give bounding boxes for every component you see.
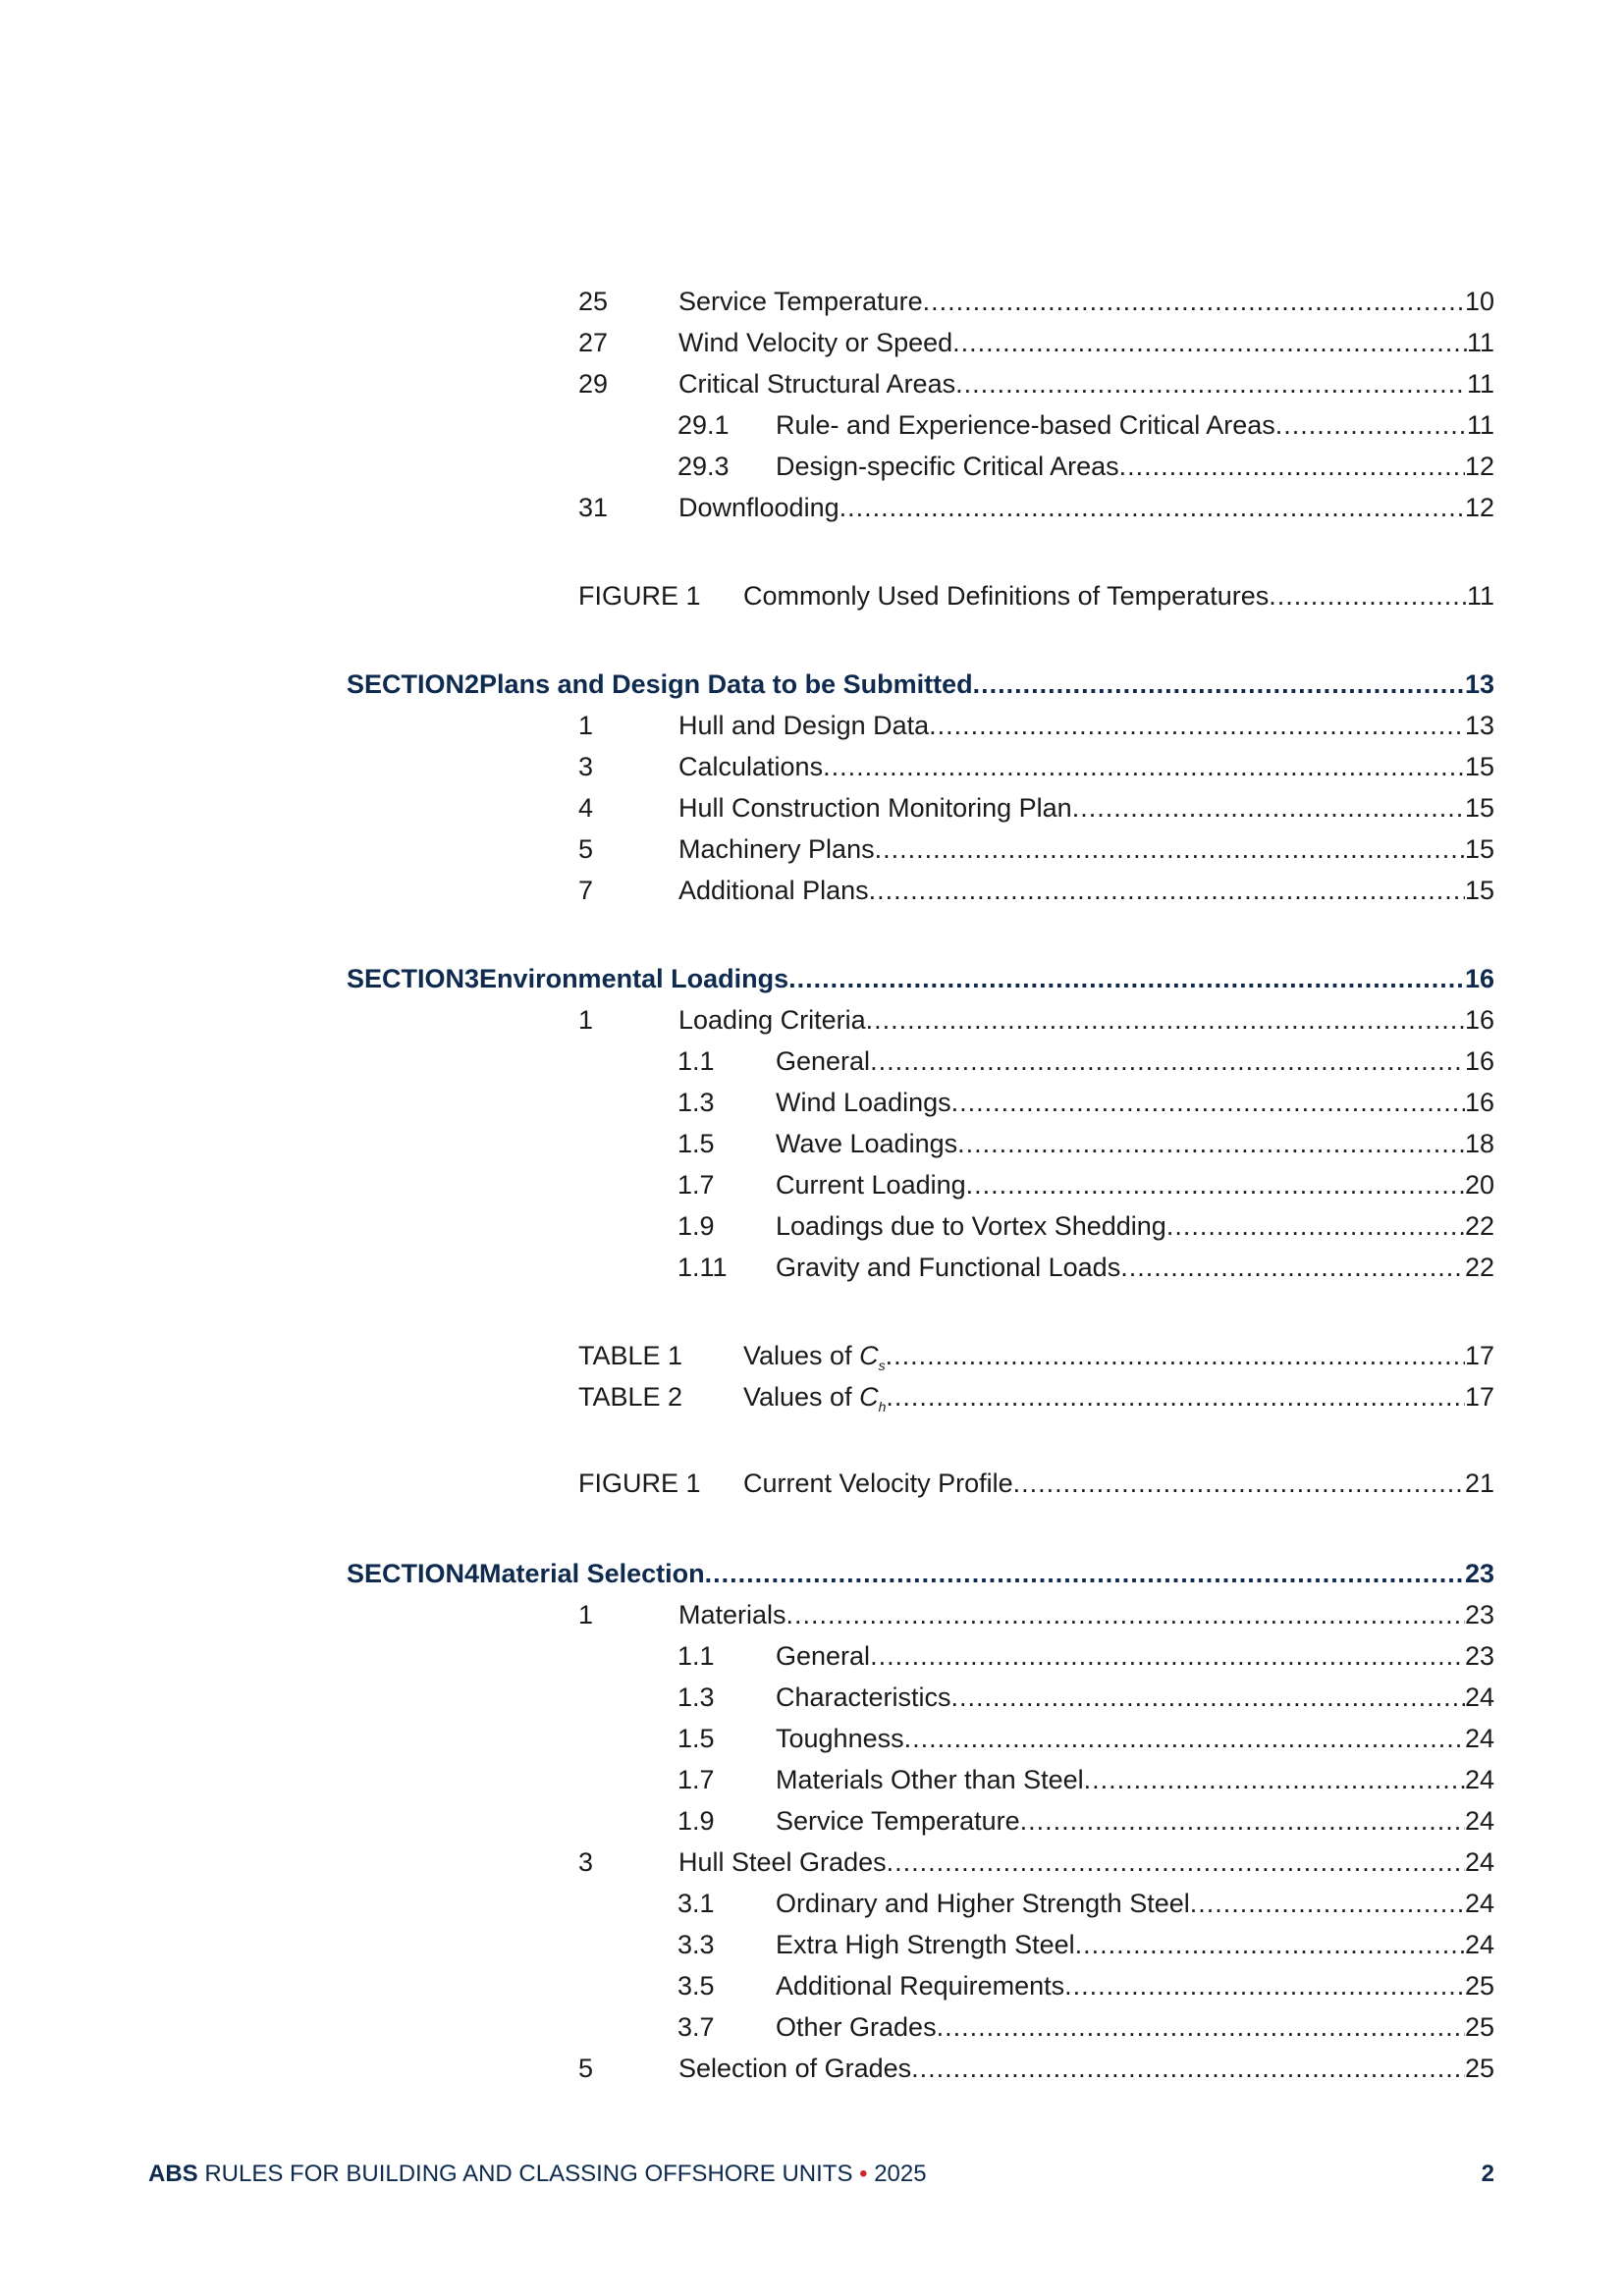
toc-entry-title: Selection of Grades [678,2054,912,2083]
toc-entry-title: Service Temperature [678,287,923,316]
toc-entry[interactable] [578,2048,1494,2089]
toc-entry-title: Ordinary and Higher Strength Steel [776,1889,1190,1918]
toc-entry-page: 22 [1464,1253,1494,1282]
dot-leader [1072,787,1465,828]
toc-entry-page: 10 [1464,287,1494,316]
toc-entry-page: 15 [1464,876,1494,905]
dot-leader [823,746,1465,787]
toc-entry-title: Loading Criteria [678,1005,866,1035]
dot-leader [1275,404,1467,446]
dot-leader [923,281,1465,322]
toc-entry-title: Other Grades [776,2012,937,2042]
toc-entry-number: 1.5 [677,1129,715,1158]
toc-entry-number: 1.3 [677,1682,715,1712]
toc-entry-title: Service Temperature [776,1806,1020,1836]
footer-bullet: • [859,2161,868,2187]
toc-subentry[interactable] [677,1924,1494,1965]
toc-entry-number: 3.7 [677,2012,715,2042]
toc-entry[interactable] [578,787,1494,828]
toc-table-2[interactable] [578,1376,1494,1427]
toc-entry-title: Wind Velocity or Speed [678,328,953,357]
dot-leader [1269,575,1467,616]
dot-leader [705,1553,1465,1594]
section-label: SECTION [347,1559,465,1588]
toc-entry-page: 24 [1464,1765,1494,1794]
dot-leader [1119,446,1465,487]
section-label: SECTION [347,669,465,699]
toc-entry-title: Additional Plans [678,876,869,905]
toc-entry-page: 11 [1466,328,1494,357]
dot-leader [951,1082,1465,1123]
footer-title [148,2161,927,2188]
toc-entry-number: 1.9 [677,1211,715,1241]
dot-leader [957,1123,1465,1164]
toc-entry-title: Toughness [776,1724,904,1753]
figure-title: Commonly Used Definitions of Temperatures [743,581,1270,611]
toc-entry-number: 1.3 [677,1088,715,1117]
section-4-heading[interactable] [347,1553,1494,1594]
dot-leader [1075,1924,1465,1965]
dot-leader [866,999,1465,1041]
toc-entry-31[interactable] [578,487,1494,528]
section-number: 2 [464,669,480,699]
toc-entry-number: 3.3 [677,1930,715,1959]
toc-entry-page: 25 [1464,2012,1494,2042]
dot-leader [966,1164,1465,1205]
section-number: 3 [464,964,480,993]
toc-entry-page: 24 [1464,1847,1494,1877]
dot-leader [886,1335,1465,1376]
page-footer [148,2161,1494,2188]
toc-entry-number: 3.1 [677,1889,715,1918]
toc-subentry[interactable] [677,1247,1494,1288]
section-page: 13 [1464,669,1494,699]
dot-leader [1064,1965,1465,2006]
toc-subentry[interactable] [677,2006,1494,2048]
toc-entry-title: Wave Loadings [776,1129,958,1158]
toc-entry-number: 7 [578,876,594,905]
figure-page: 21 [1464,1468,1494,1498]
toc-entry[interactable] [578,999,1494,1041]
dot-leader [1013,1463,1465,1504]
toc-entry-number: 29 [578,369,609,399]
toc-entry-page: 15 [1464,752,1494,781]
section-title: Material Selection [479,1559,705,1588]
toc-subentry[interactable] [677,1677,1494,1718]
toc-entry-number: 1.7 [677,1170,715,1200]
toc-entry-title: Gravity and Functional Loads [776,1253,1121,1282]
toc-entry-number: 1 [578,711,594,740]
toc-entry-number: 27 [578,328,609,357]
toc-entry-page: 16 [1464,1088,1494,1117]
toc-entry[interactable] [578,746,1494,787]
dot-leader [875,828,1465,870]
toc-entry-number: 29.3 [677,452,730,481]
toc-entry-page: 24 [1464,1930,1494,1959]
table-title: Values of $C_h$ [743,1382,887,1415]
toc-entry-29-1[interactable] [677,404,1494,446]
toc-entry-title: General [776,1641,871,1671]
toc-entry-number: 3 [578,752,594,781]
toc-entry-number: 1 [578,1005,594,1035]
toc-entry-page: 12 [1464,452,1494,481]
toc-subentry[interactable] [677,1205,1494,1247]
toc-entry-page: 11 [1466,410,1494,440]
toc-entry-title: Hull Construction Monitoring Plan [678,793,1072,823]
section-page: 16 [1464,964,1494,993]
toc-entry-title: Downflooding [678,493,839,522]
toc-entry-25[interactable] [578,281,1494,322]
toc-entry-number: 31 [578,493,609,522]
dot-leader [951,1677,1465,1718]
toc-entry-title: Hull Steel Grades [678,1847,887,1877]
toc-entry[interactable] [578,705,1494,746]
toc-entry[interactable] [578,828,1494,870]
toc-subentry[interactable] [677,1164,1494,1205]
dot-leader [955,363,1467,404]
toc-entry-title: Materials Other than Steel [776,1765,1084,1794]
toc-entry-number: 3.5 [677,1971,715,2001]
toc-entry-title: Materials [678,1600,786,1629]
figure-title: Current Velocity Profile [743,1468,1013,1498]
toc-entry-title: Current Loading [776,1170,966,1200]
toc-subentry[interactable] [677,1123,1494,1164]
toc-entry-title: Machinery Plans [678,834,875,864]
table-label: TABLE 1 [578,1341,683,1370]
toc-entry-number: 1.5 [677,1724,715,1753]
toc-entry-29[interactable] [578,363,1494,404]
dot-leader [937,2006,1465,2048]
toc-entry-title: Hull and Design Data [678,711,930,740]
toc-entry-number: 1.1 [677,1046,715,1076]
footer-brand: ABS [148,2161,198,2187]
toc-entry-title: General [776,1046,871,1076]
section-2-heading[interactable] [347,664,1494,705]
toc-entry-number: 1.11 [677,1253,728,1282]
toc-entry-title: Design-specific Critical Areas [776,452,1119,481]
dot-leader [869,870,1465,911]
section-page: 23 [1464,1559,1494,1588]
toc-entry-page: 13 [1464,711,1494,740]
toc-entry-page: 24 [1464,1682,1494,1712]
table-title: Values of $C_s$ [743,1341,886,1373]
toc-figure-current-velocity[interactable] [578,1463,1494,1504]
toc-subentry[interactable] [677,1965,1494,2006]
toc-subentry[interactable] [677,1041,1494,1082]
section-title: Environmental Loadings [479,964,789,993]
dot-leader [929,705,1465,746]
dot-leader [786,1594,1465,1635]
toc-entry-number: 5 [578,834,594,864]
toc-entry[interactable] [578,870,1494,911]
dot-leader [1190,1883,1465,1924]
toc-subentry[interactable] [677,1635,1494,1677]
toc-entry-title: Loadings due to Vortex Shedding [776,1211,1166,1241]
toc-entry-29-3[interactable] [677,446,1494,487]
dot-leader [1166,1205,1465,1247]
toc-entry-number: 25 [578,287,609,316]
dot-leader [1084,1759,1465,1800]
toc-figure-1[interactable] [578,575,1494,616]
toc-entry-page: 24 [1464,1724,1494,1753]
dot-leader [1020,1800,1465,1842]
section-title: Plans and Design Data to be Submitted [479,669,973,699]
toc-entry-number: 1.9 [677,1806,715,1836]
table-page: 17 [1464,1341,1494,1370]
dot-leader [839,487,1465,528]
toc-entry-page: 15 [1464,834,1494,864]
toc-entry-27[interactable] [578,322,1494,363]
section-label: SECTION [347,964,465,993]
toc-entry-page: 23 [1464,1600,1494,1629]
toc-entry-number: 1.7 [677,1765,715,1794]
toc-entry[interactable] [578,1842,1494,1883]
toc-entry-number: 1.1 [677,1641,715,1671]
toc-entry-page: 15 [1464,793,1494,823]
toc-subentry[interactable] [677,1883,1494,1924]
toc-subentry[interactable] [677,1082,1494,1123]
dot-leader [887,1842,1465,1883]
toc-entry-title: Critical Structural Areas [678,369,956,399]
toc-entry-title: Characteristics [776,1682,951,1712]
toc-entry-page: 24 [1464,1806,1494,1836]
dot-leader [973,664,1465,705]
toc-entry-title: Wind Loadings [776,1088,951,1117]
toc-entry-page: 25 [1464,1971,1494,2001]
table-page: 17 [1464,1382,1494,1412]
toc-entry-title: Calculations [678,752,824,781]
dot-leader [1120,1247,1465,1288]
dot-leader [870,1635,1465,1677]
toc-entry-page: 20 [1464,1170,1494,1200]
toc-subentry[interactable] [677,1718,1494,1759]
figure-page: 11 [1466,581,1494,611]
toc-entry-page: 18 [1464,1129,1494,1158]
page-number: 2 [1481,2161,1494,2187]
toc-entry-page: 22 [1464,1211,1494,1241]
toc-entry-number: 5 [578,2054,594,2083]
table-label: TABLE 2 [578,1382,683,1412]
toc-entry-page: 11 [1466,369,1494,399]
toc-entry-number: 1 [578,1600,594,1629]
toc-entry-page: 24 [1464,1889,1494,1918]
toc-entry-number: 3 [578,1847,594,1877]
section-3-heading[interactable] [347,958,1494,999]
toc-entry-page: 16 [1464,1046,1494,1076]
toc-entry-number: 4 [578,793,594,823]
footer-text: RULES FOR BUILDING AND CLASSING OFFSHORE UNITS [197,2161,860,2187]
dot-leader [788,958,1465,999]
toc-entry-title: Extra High Strength Steel [776,1930,1075,1959]
toc-entry-number: 29.1 [677,410,730,440]
toc-entry-page: 25 [1464,2054,1494,2083]
toc-subentry[interactable] [677,1759,1494,1800]
dot-leader [911,2048,1465,2089]
toc-entry-page: 12 [1464,493,1494,522]
toc-entry-title: Additional Requirements [776,1971,1065,2001]
toc-entry[interactable] [578,1594,1494,1635]
footer-year: 2025 [867,2161,927,2187]
toc-subentry[interactable] [677,1800,1494,1842]
figure-label: FIGURE 1 [578,581,701,611]
dot-leader [886,1376,1465,1417]
dot-leader [870,1041,1465,1082]
dot-leader [952,322,1467,363]
toc-entry-page: 23 [1464,1641,1494,1671]
figure-label: FIGURE 1 [578,1468,701,1498]
toc-entry-page: 16 [1464,1005,1494,1035]
dot-leader [904,1718,1465,1759]
toc-entry-title: Rule- and Experience-based Critical Areas [776,410,1275,440]
section-number: 4 [464,1559,480,1588]
